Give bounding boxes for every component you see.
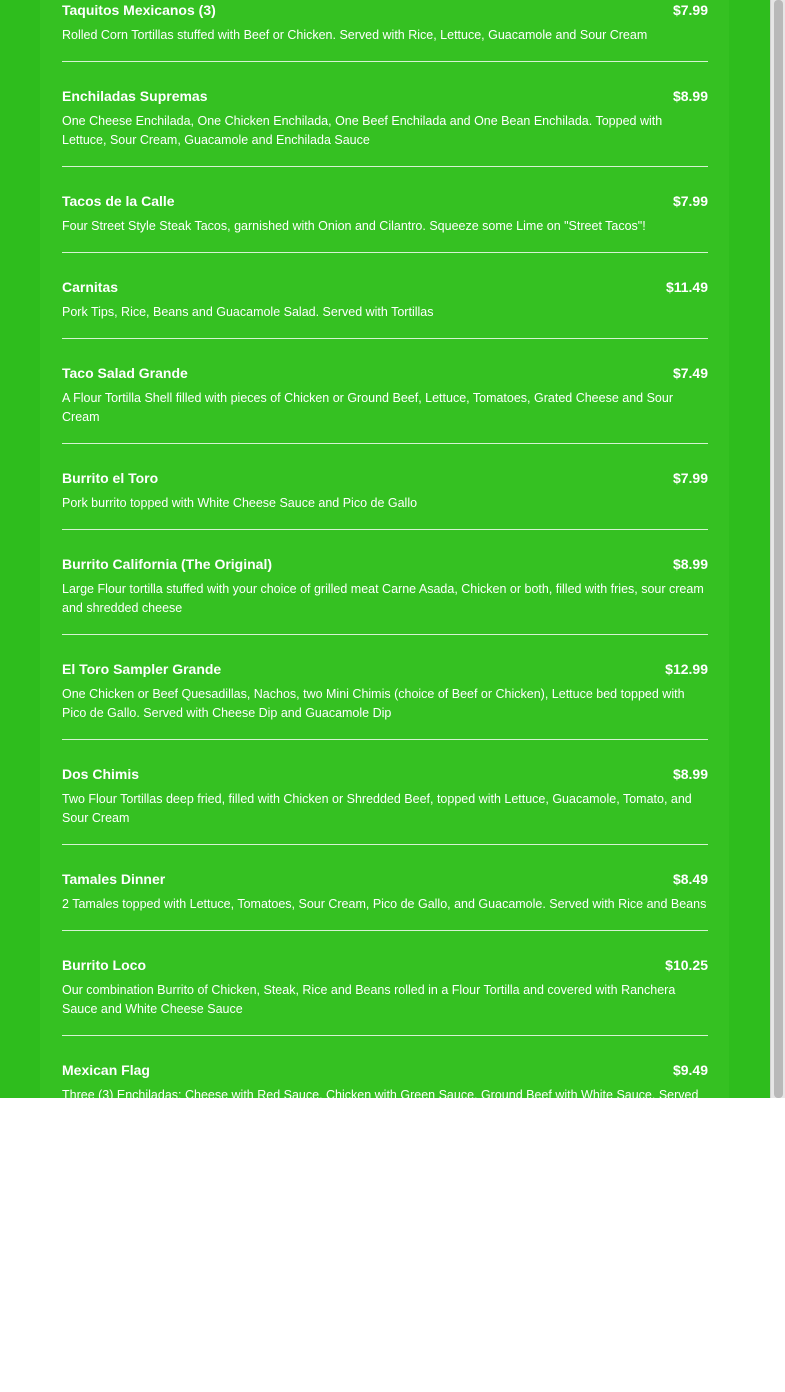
item-name: Chile Verde — [62, 1167, 139, 1183]
item-price: $8.99 — [672, 88, 708, 104]
item-description: A Flour Tortilla Shell filled with pieces of Chicken or Ground Beef, Lettuce, Tomatoes, Grated Cheese and Sour Cream — [62, 391, 673, 424]
item-price: $7.49 — [672, 365, 708, 381]
menu-item — [62, 1048, 708, 1141]
item-description: One Chicken or Beef Quesadillas, Nachos, two Mini Chimis (choice of Beef or Chicken), Lettuce bed topped with Pico de Gallo. Served with Cheese Dip and Guacamole Dip — [62, 687, 685, 720]
item-description: Our combination Burrito of Chicken, Steak, Rice and Beans rolled in a Flour Tortilla and covered with Ranchera Sauce and White Cheese Sauce — [62, 983, 676, 1016]
menu-item — [62, 1325, 708, 1380]
menu-item — [62, 943, 708, 1036]
item-name: Tacos de la Calle — [62, 193, 175, 209]
vertical-scrollbar[interactable] — [770, 0, 785, 1098]
item-description: Rolled Corn Tortillas stuffed with Beef or Chicken. Served with Rice, Lettuce, Guacamole and Sour Cream — [62, 28, 648, 42]
item-name: Burrito Loco — [62, 957, 146, 973]
item-price: $12.99 — [665, 661, 708, 677]
item-name: Tamales Dinner — [62, 871, 166, 887]
menu-item — [62, 179, 708, 253]
item-description: Two Chicken Enchiladas covered with our Green Sauce. Served with Rice and Beans — [62, 1279, 535, 1293]
item-name: Dos Chimis — [62, 766, 140, 782]
item-price: $7.99 — [672, 470, 708, 486]
item-name: Carnitas — [62, 279, 119, 295]
item-description: Pork Tips, Rice, Beans and Guacamole Salad. Served with Tortillas — [62, 305, 434, 319]
scrollbar-thumb[interactable] — [774, 0, 783, 1098]
item-price: $8.49 — [672, 871, 708, 887]
item-price: $9.49 — [672, 1062, 708, 1078]
item-description: Chunks of Pork cooked in a Special Green Sauce served with Rice, Beans and Tortillas — [62, 1193, 544, 1207]
item-name: Enchiladas Verdes — [62, 1253, 186, 1269]
menu-item — [62, 456, 708, 530]
item-price: $8.99 — [672, 556, 708, 572]
item-name: Pancho Villa Burrito — [62, 1339, 196, 1355]
item-name: Burrito California (The Original) — [62, 556, 273, 572]
item-name: Enchiladas Supremas — [62, 88, 208, 104]
item-price: $8.99 — [672, 766, 708, 782]
left-background-strip — [0, 0, 40, 1098]
item-price: $10.25 — [665, 957, 708, 973]
menu-list — [62, 0, 708, 1392]
item-description: 2 Tamales topped with Lettuce, Tomatoes, Sour Cream, Pico de Gallo, and Guacamole. Served with Rice and Beans — [62, 897, 707, 911]
item-description: Pork burrito topped with White Cheese Sauce and Pico de Gallo — [62, 496, 418, 510]
menu-item — [62, 542, 708, 635]
menu-item — [62, 74, 708, 167]
menu-item — [62, 752, 708, 845]
item-price: $9.99 — [672, 1339, 708, 1355]
menu-item — [62, 265, 708, 339]
menu-item — [62, 351, 708, 444]
menu-item — [62, 1239, 708, 1313]
item-price: $9.25 — [672, 1167, 708, 1183]
item-price: $11.49 — [665, 279, 708, 295]
item-description: One Cheese Enchilada, One Chicken Enchilada, One Beef Enchilada and One Bean Enchilada. Topped with Lettuce, Sour Cream, Guacamole and Enchilada Sauce — [62, 114, 663, 147]
item-name: Mexican Flag — [62, 1062, 150, 1078]
item-description: Four Street Style Steak Tacos, garnished with Onion and Cilantro. Squeeze some Lime on "Street Tacos"! — [62, 219, 646, 233]
item-description: Three (3) Enchiladas: Cheese with Red Sauce, Chicken with Green Sauce, Ground Beef with White Sauce. Served with Rice and Beans — [62, 1088, 699, 1121]
item-price: $8.25 — [672, 1253, 708, 1269]
menu-item — [62, 0, 708, 62]
menu-item — [62, 647, 708, 740]
right-background-strip — [729, 0, 770, 1098]
item-description: Two Flour Tortillas deep fried, filled with Chicken or Shredded Beef, topped with Lettuce, Guacamole, Tomato, and Sour Cream — [62, 792, 692, 825]
item-description: Large Flour tortilla stuffed with your choice of grilled meat Carne Asada, Chicken or both, filled with fries, sour cream and shredded cheese — [62, 582, 704, 615]
menu-item — [62, 1153, 708, 1227]
item-name: Taco Salad Grande — [62, 365, 188, 381]
item-name: Taquitos Mexicanos (3) — [62, 2, 216, 18]
item-name: El Toro Sampler Grande — [62, 661, 222, 677]
item-name: Burrito el Toro — [62, 470, 159, 486]
item-price: $7.99 — [672, 2, 708, 18]
menu-item — [62, 857, 708, 931]
item-price: $7.99 — [672, 193, 708, 209]
